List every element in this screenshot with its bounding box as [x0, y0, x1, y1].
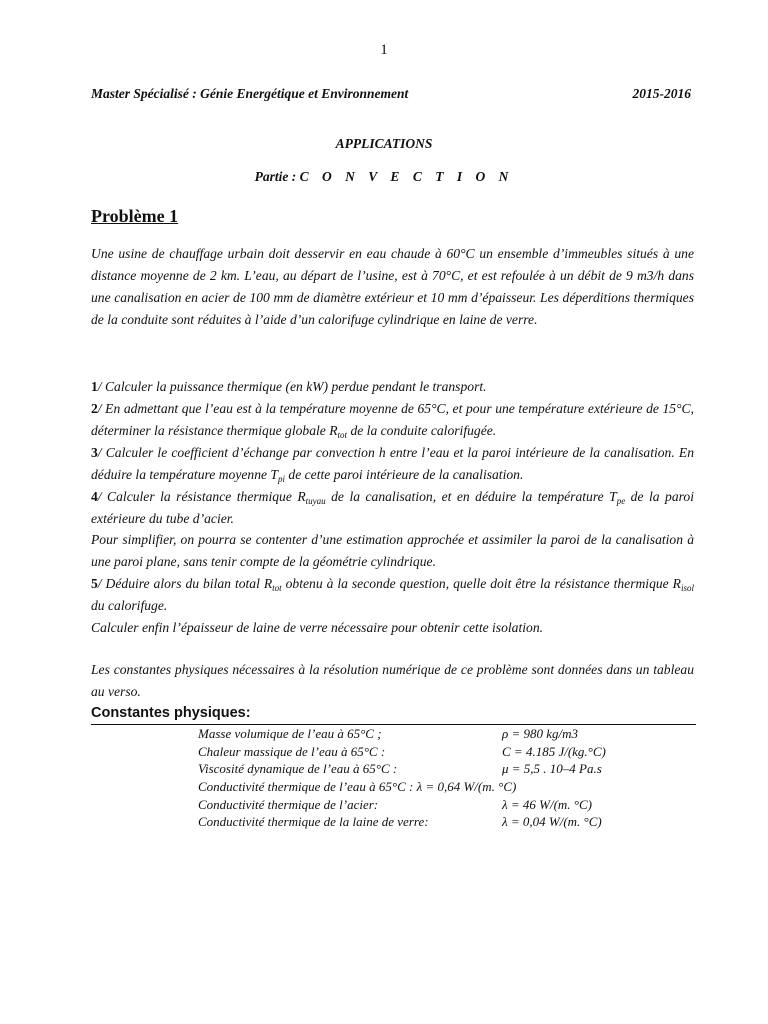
question-text: / Calculer le coefficient d’échange par convection h entre l’eau et la paroi intérieure de la canalisation. En déduire la température moyenne T — [91, 445, 694, 482]
constants-divider — [91, 724, 696, 725]
question-text: de la conduite calorifugée. — [347, 422, 497, 438]
section-heading: APPLICATIONS — [335, 136, 433, 151]
constant-value: λ = 46 W/(m. °C) — [502, 796, 593, 812]
subscript: tot — [337, 429, 348, 440]
part-heading — [0, 169, 768, 185]
question-text: de la paroi extérieure du tube d’acier. — [91, 489, 694, 526]
question-3 — [91, 442, 694, 486]
question-number: 1 — [91, 379, 98, 394]
question-5-note: Calculer enfin l’épaisseur de laine de verre nécessaire pour obtenir cette isolation. — [91, 620, 544, 635]
problem-statement: Une usine de chauffage urbain doit desservir en eau chaude à 60°C un ensemble d’immeubles situés à une distance moyenne de 2 km. L’eau, au départ de l’usine, est à 70°C, et est refoulée à un débit de 9 m3/h dans une canalisation en acier de 100 mm de diamètre extérieur et 10 mm d’épaisseur. Les déperditions thermiques de la conduite sont réduites à l’aide d’un calorifuge cylindrique en laine de verre. — [91, 246, 694, 327]
subscript: tuyau — [305, 496, 326, 506]
constant-label: Conductivité thermique de la laine de verre: — [198, 814, 429, 830]
page-number: 1 — [380, 42, 388, 58]
constant-label: Masse volumique de l’eau à 65°C ; — [198, 726, 382, 741]
constant-label: Viscosité dynamique de l’eau à 65°C : — [198, 761, 398, 777]
part-name: C O N V E C T I O N — [299, 169, 514, 184]
program-title: Master Spécialisé : Génie Energétique et Environnement — [91, 86, 409, 101]
academic-year: 2015-2016 — [632, 86, 691, 101]
question-number: 3 — [91, 445, 98, 460]
constant-label: Conductivité thermique de l’eau à 65°C : λ = 0,64 W/(m. °C) — [198, 779, 517, 795]
constant-label: Chaleur massique de l’eau à 65°C : — [198, 743, 386, 759]
question-number: 2 — [91, 401, 98, 416]
question-text: / En admettant que l’eau est à la température moyenne de 65°C, et pour une température extérieure de 15°C, déterminer la résistance thermique globale R — [91, 401, 694, 438]
question-text: de la canalisation, et en déduire la température T — [325, 489, 617, 504]
constant-value: μ = 5,5 . 10–4 Pa.s — [502, 761, 602, 777]
question-number: 4 — [91, 489, 98, 504]
question-text: / Déduire alors du bilan total R — [97, 576, 273, 591]
constant-value: ρ = 980 kg/m3 — [502, 726, 579, 741]
question-text: du calorifuge. — [91, 597, 168, 613]
question-text: / Calculer la puissance thermique (en kW) perdue pendant le transport. — [97, 379, 487, 394]
document-header — [91, 86, 691, 102]
closing-note: Les constantes physiques nécessaires à la résolution numérique de ce problème sont données dans un tableau au verso. — [91, 662, 694, 699]
constants-title: Constantes physiques: — [91, 705, 251, 721]
question-4 — [91, 486, 694, 530]
question-4-note: Pour simplifier, on pourra se contenter d’une estimation approchée et assimiler la paroi de la canalisation à une paroi plane, sans tenir compte de la géométrie cylindrique. — [91, 532, 694, 569]
subscript: tot — [272, 583, 282, 593]
question-text: obtenu à la seconde question, quelle doit être la résistance thermique R — [281, 576, 681, 591]
constant-value: λ = 0,04 W/(m. °C) — [502, 814, 602, 830]
question-5 — [91, 573, 694, 617]
constant-label: Conductivité thermique de l’acier: — [198, 796, 379, 812]
subscript: pe — [616, 496, 626, 506]
subscript: pi — [278, 473, 286, 484]
part-label: Partie : — [254, 169, 297, 184]
subscript: isol — [680, 583, 694, 593]
question-number: 5 — [91, 576, 98, 591]
question-2 — [91, 398, 694, 442]
question-text: de cette paroi intérieure de la canalisation. — [285, 466, 524, 482]
question-text: / Calculer la résistance thermique R — [97, 489, 306, 504]
problem-title: Problème 1 — [91, 206, 179, 226]
constant-value: C = 4.185 J/(kg.°C) — [502, 743, 606, 759]
question-1 — [91, 376, 694, 398]
